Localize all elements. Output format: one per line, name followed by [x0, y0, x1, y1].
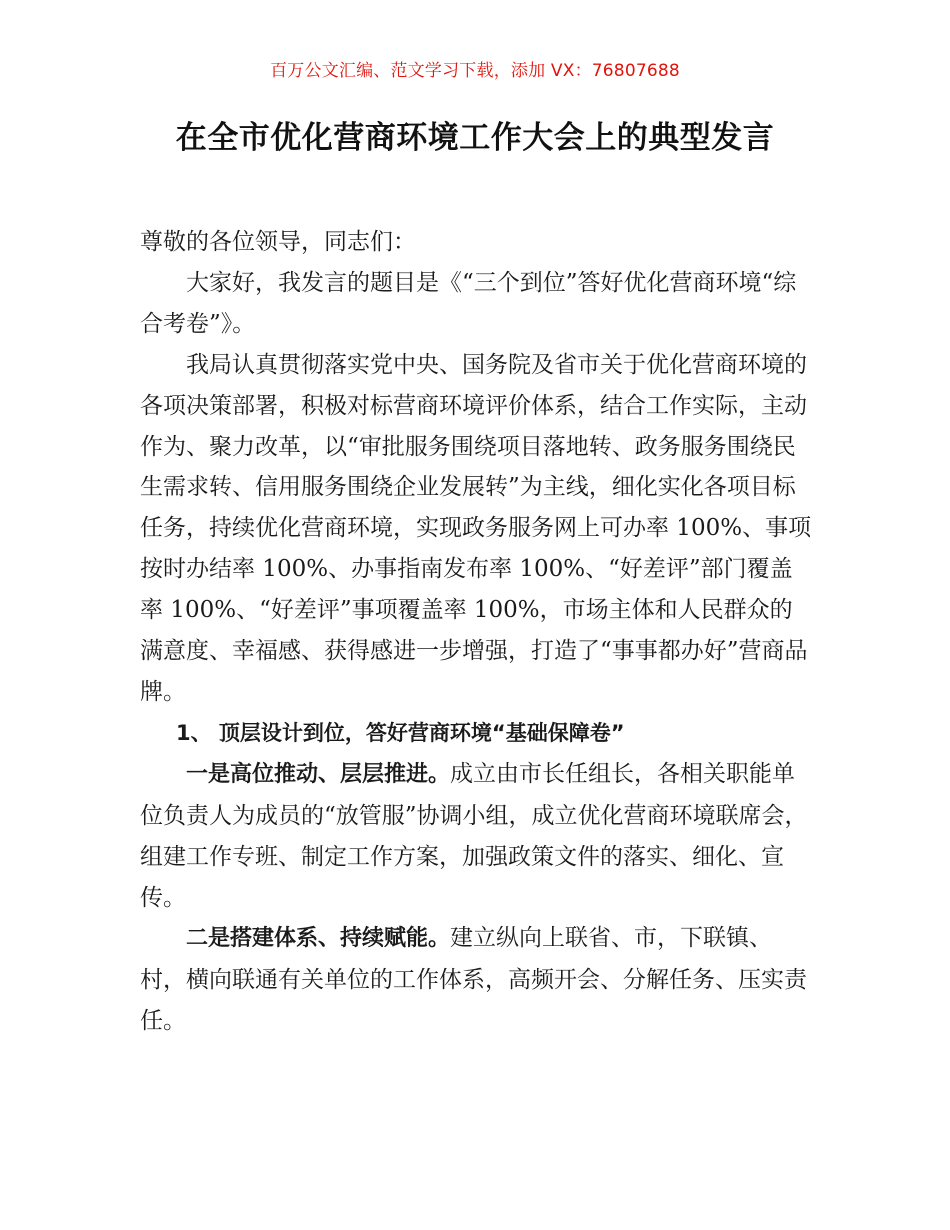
section-heading: 1、 顶层设计到位，答好营商环境“基础保障卷” — [176, 720, 625, 745]
section-item-2 — [140, 918, 815, 1042]
intro-paragraph: 大家好，我发言的题目是《“三个到位”答好优化营商环境“综合考卷”》。 — [140, 269, 797, 337]
overview-paragraph: 我局认真贯彻落实党中央、国务院及省市关于优化营商环境的各项决策部署，积极对标营商环境评价体系，结合工作实际，主动作为、聚力改革，以“审批服务围绕项目落地转、政务服务围绕民生需求转、信用服务围绕企业发展转”为主线，细化实化各项目标任务，持续优化营商环境，实现政务服务网上可办率 100%、事项按时办结率 100%、办事指南发布率 100%、“好差评”部门覆盖率 100%、“好差评”事项覆盖率 100%，市场主体和人民群众的满意度、幸福感、获得感进一步增强，打造了“事事都办好”营商品牌。 — [140, 351, 812, 705]
section-item-1 — [140, 754, 815, 919]
document-title: 在全市优化营商环境工作大会上的典型发言 — [175, 120, 775, 156]
section-item-1-text: 成立由市长任组长，各相关职能单位负责人为成员的“放管服”协调小组，成立优化营商环境联席会，组建工作专班、制定工作方案，加强政策文件的落实、细化、宣传。 — [140, 760, 808, 911]
document-body — [140, 222, 815, 1042]
section-item-2-text: 建立纵向上联省、市，下联镇、村，横向联通有关单位的工作体系，高频开会、分解任务、压实责任。 — [140, 925, 807, 1035]
promo-banner: 百万公文汇编、范文学习下载，添加 VX：76807688 — [270, 61, 680, 81]
section-item-1-lead: 一是高位推动、层层推进。 — [186, 761, 451, 787]
section-item-2-lead: 二是搭建体系、持续赋能。 — [186, 926, 451, 952]
salutation: 尊敬的各位领导，同志们： — [140, 229, 416, 255]
